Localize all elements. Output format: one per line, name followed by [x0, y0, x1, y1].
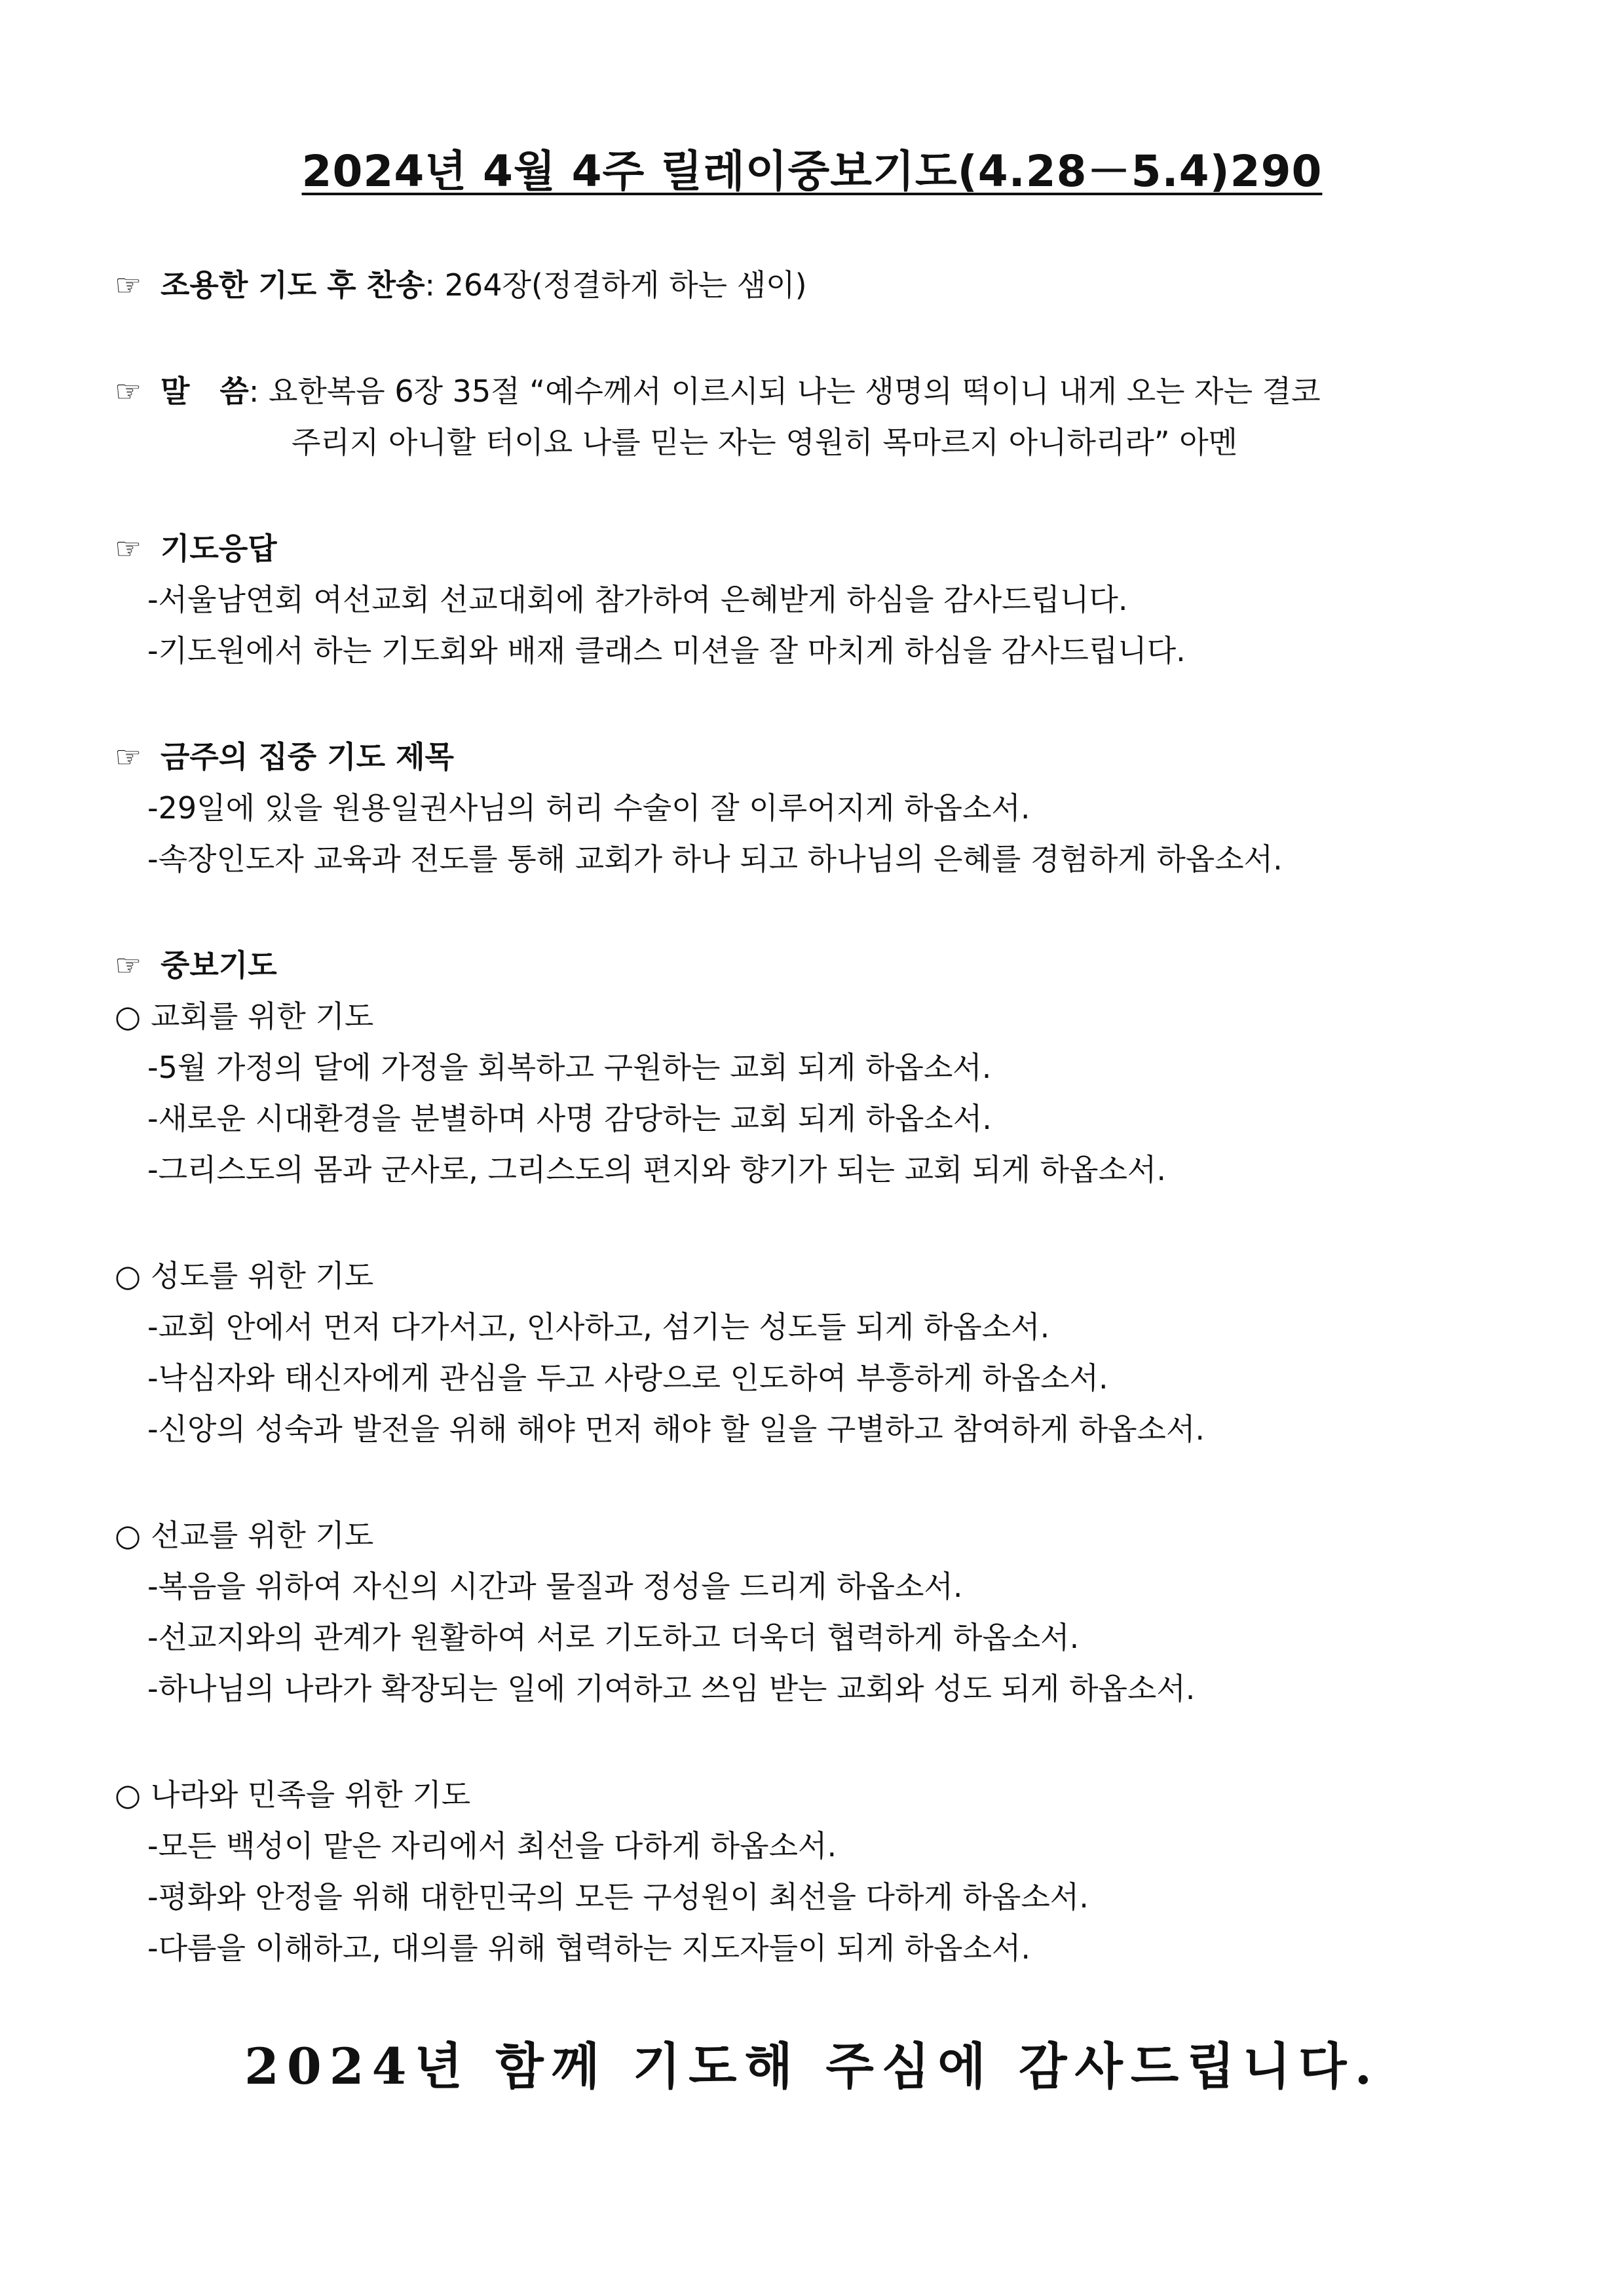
intercession-heading-label: 중보기도 [161, 947, 277, 983]
hymn-label: 조용한 기도 후 찬송 [161, 267, 425, 303]
answered-heading-label: 기도응답 [161, 531, 277, 566]
word-text-line-1: : 요한복음 6장 35절 “예수께서 이르시되 나는 생명의 떡이니 내게 오는 자는 결코 [248, 373, 1321, 409]
prayer-item: -모든 백성이 맡은 자리에서 최선을 다하게 하옵소서. [147, 1828, 837, 1864]
document-title: 2024년 4월 4주 릴레이중보기도(4.28－5.4)290 [301, 146, 1323, 197]
prayer-item: -새로운 시대환경을 분별하며 사명 감당하는 교회 되게 하옵소서. [147, 1101, 992, 1136]
word-line [115, 373, 1321, 410]
prayer-group-title-text: 선교를 위한 기도 [151, 1518, 374, 1553]
prayer-group-title-text: 나라와 민족을 위한 기도 [151, 1777, 471, 1812]
answered-item: -서울남연회 여선교회 선교대회에 참가하여 은혜받게 하심을 감사드립니다. [147, 582, 1128, 617]
prayer-item: -신앙의 성숙과 발전을 위해 해야 먼저 해야 할 일을 구별하고 참여하게 하옵소서. [147, 1411, 1205, 1447]
prayer-group-title-text: 성도를 위한 기도 [151, 1258, 374, 1293]
prayer-group-title [115, 999, 373, 1035]
pointing-hand-icon: ☞ [115, 739, 142, 775]
circle-bullet-icon: ○ [115, 1518, 142, 1553]
prayer-group-title [115, 1258, 373, 1294]
circle-bullet-icon: ○ [115, 1777, 142, 1812]
pointing-hand-icon: ☞ [115, 373, 142, 409]
intercession-heading [115, 947, 277, 984]
prayer-group-title [115, 1777, 470, 1813]
focus-heading-label: 금주의 집중 기도 제목 [161, 739, 454, 775]
prayer-item: -낙심자와 태신자에게 관심을 두고 사랑으로 인도하여 부흥하게 하옵소서. [147, 1360, 1108, 1396]
pointing-hand-icon: ☞ [115, 947, 142, 983]
focus-heading [115, 739, 454, 775]
prayer-item: -그리스도의 몸과 군사로, 그리스도의 편지와 향기가 되는 교회 되게 하옵소서. [147, 1152, 1166, 1187]
prayer-item: -평화와 안정을 위해 대한민국의 모든 구성원이 최선을 다하게 하옵소서. [147, 1879, 1089, 1915]
focus-item: -29일에 있을 원용일권사님의 허리 수술이 잘 이루어지게 하옵소서. [147, 790, 1030, 826]
pointing-hand-icon: ☞ [115, 267, 142, 303]
hymn-text: : 264장(정결하게 하는 샘이) [425, 267, 807, 303]
prayer-item: -다름을 이해하고, 대의를 위해 협력하는 지도자들이 되게 하옵소서. [147, 1930, 1030, 1966]
prayer-group-title [115, 1518, 373, 1554]
prayer-item: -선교지와의 관계가 원활하여 서로 기도하고 더욱더 협력하게 하옵소서. [147, 1620, 1080, 1655]
pointing-hand-icon: ☞ [115, 531, 142, 566]
focus-item: -속장인도자 교육과 전도를 통해 교회가 하나 되고 하나님의 은혜를 경험하게 하옵소서. [147, 841, 1283, 877]
prayer-group-title-text: 교회를 위한 기도 [151, 999, 374, 1034]
answered-item: -기도원에서 하는 기도회와 배재 클래스 미션을 잘 마치게 하심을 감사드립니다. [147, 633, 1186, 668]
closing-thanks: 2024년 함께 기도해 주심에 감사드립니다. [244, 2037, 1380, 2095]
circle-bullet-icon: ○ [115, 1258, 142, 1293]
word-label: 말 씀 [161, 373, 249, 409]
word-text-line-2: 주리지 아니할 터이요 나를 믿는 자는 영원히 목마르지 아니하리라” 아멘 [292, 425, 1238, 460]
prayer-item: -복음을 위하여 자신의 시간과 물질과 정성을 드리게 하옵소서. [147, 1569, 963, 1604]
prayer-item: -5월 가정의 달에 가정을 회복하고 구원하는 교회 되게 하옵소서. [147, 1050, 992, 1085]
answered-heading [115, 531, 277, 567]
prayer-item: -교회 안에서 먼저 다가서고, 인사하고, 섬기는 성도들 되게 하옵소서. [147, 1309, 1050, 1345]
circle-bullet-icon: ○ [115, 999, 142, 1034]
hymn-line [115, 267, 807, 303]
prayer-item: -하나님의 나라가 확장되는 일에 기여하고 쓰임 받는 교회와 성도 되게 하옵소서. [147, 1671, 1196, 1706]
